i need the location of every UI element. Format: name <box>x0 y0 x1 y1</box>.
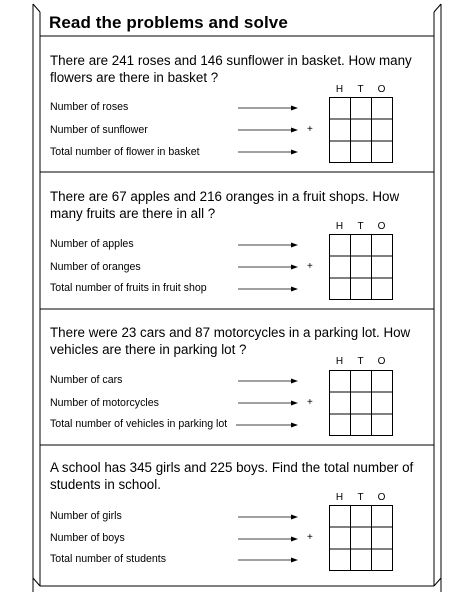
ones-header: O <box>377 221 386 232</box>
arrow-icon <box>238 513 298 521</box>
hto-answer-grid <box>329 97 393 163</box>
hto-answer-grid <box>329 505 393 571</box>
hundreds-header: H <box>335 356 344 367</box>
problem-question: There are 241 roses and 146 sunflower in basket. How many flowers are there in basket ? <box>50 53 412 85</box>
tens-header: T <box>357 221 364 232</box>
tens-header: T <box>357 492 364 503</box>
row-label: Number of oranges <box>50 261 141 273</box>
plus-sign: + <box>307 124 313 135</box>
hundreds-header: H <box>335 221 344 232</box>
arrow-icon <box>238 399 298 407</box>
arrow-icon <box>238 241 298 249</box>
arrow-icon <box>238 126 298 134</box>
arrow-icon <box>238 104 298 112</box>
row-label: Number of motorcycles <box>50 397 159 409</box>
plus-sign: + <box>307 397 313 408</box>
tens-header: T <box>357 356 364 367</box>
row-label: Number of boys <box>50 532 125 544</box>
arrow-icon <box>238 263 298 271</box>
row-label: Number of roses <box>50 101 129 113</box>
problem-question: A school has 345 girls and 225 boys. Find the total number of students in school. <box>50 460 414 492</box>
arrow-icon <box>236 421 298 429</box>
hto-answer-grid <box>329 234 393 300</box>
arrow-icon <box>238 377 298 385</box>
row-label: Total number of flower in basket <box>50 146 200 158</box>
worksheet-title: Read the problems and solve <box>49 13 288 32</box>
arrow-icon <box>238 556 298 564</box>
row-label: Total number of students <box>50 553 167 565</box>
problem-question: There were 23 cars and 87 motorcycles in a parking lot. How vehicles are there in parking lot ? <box>50 325 411 357</box>
row-label: Number of cars <box>50 374 123 386</box>
problem-question: There are 67 apples and 216 oranges in a fruit shops. How many fruits are there in all ? <box>50 189 400 221</box>
row-label: Number of girls <box>50 510 122 522</box>
ones-header: O <box>377 356 386 367</box>
plus-sign: + <box>307 261 313 272</box>
arrow-icon <box>238 148 298 156</box>
hundreds-header: H <box>335 84 344 95</box>
tens-header: T <box>357 84 364 95</box>
row-label: Total number of vehicles in parking lot <box>50 418 228 430</box>
hto-answer-grid <box>329 370 393 436</box>
problem-4 <box>40 459 434 585</box>
problem-3 <box>40 324 434 444</box>
problem-1 <box>40 52 434 172</box>
arrow-icon <box>238 535 298 543</box>
problem-2 <box>40 188 434 308</box>
ones-header: O <box>377 492 386 503</box>
hundreds-header: H <box>335 492 344 503</box>
plus-sign: + <box>307 532 313 543</box>
row-label: Total number of fruits in fruit shop <box>50 282 207 294</box>
arrow-icon <box>238 285 298 293</box>
row-label: Number of sunflower <box>50 124 148 136</box>
ones-header: O <box>377 84 386 95</box>
row-label: Number of apples <box>50 238 134 250</box>
